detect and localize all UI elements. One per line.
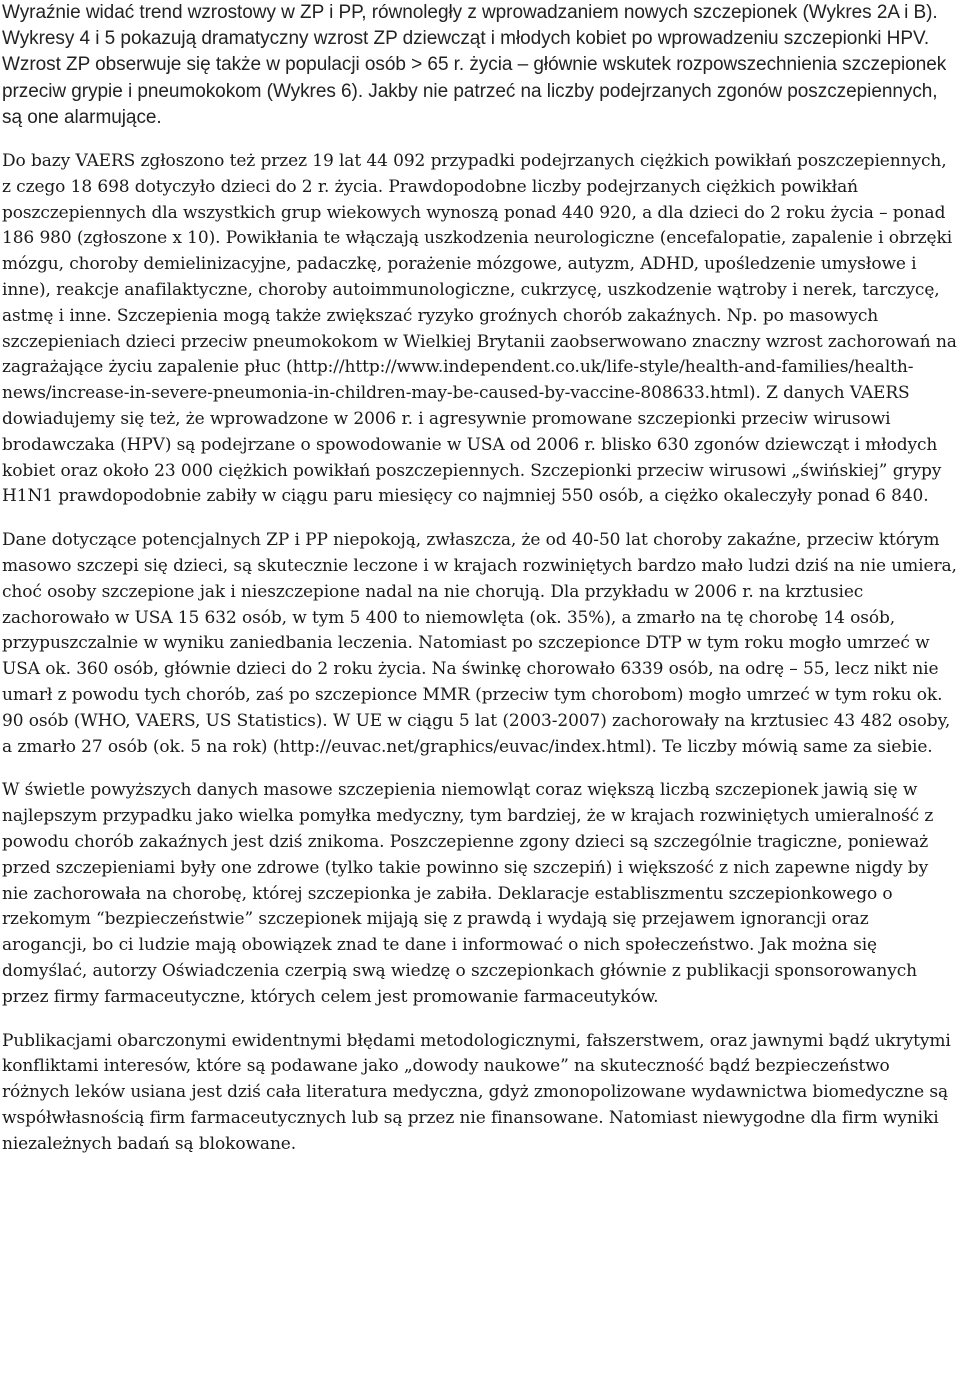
paragraph-medical-literature: Publikacjami obarczonymi ewidentnymi błędami metodologicznymi, fałszerstwem, oraz jawnymi bądź ukrytymi konfliktami interesów, które są podawane jako „dowody naukowe” na skuteczność bądź bezpieczeństwo różnych leków usiana jest dziś cała literatura medyczna, gdyż zmonopolizowane wydawnictwa biomedyczne są współwłasnością firm farmaceutycznych lub są przez nie finansowane. Natomiast niewygodne dla firm wyniki niezależnych badań są blokowane. — [2, 1030, 951, 1154]
paragraph-disease-statistics: Dane dotyczące potencjalnych ZP i PP niepokoją, zwłaszcza, że od 40-50 lat choroby zakaźne, przeciw którym masowo szczepi się dzieci, są skutecznie leczone i w krajach rozwiniętych bardzo mało ludzi dziś na nie umiera, choć osoby szczepione jak i nieszczepione nadal na nie chorują. Dla przykładu w 2006 r. na krztusiec zachorowało w USA 15 632 osób, w tym 5 400 to niemowlęta (ok. 35%), a zmarło na tę chorobę 14 osób, przypuszczalnie w wyniku zaniedbania leczenia. Natomiast po szczepionce DTP w tym roku mogło umrzeć w USA ok. 360 osób, głównie dzieci do 2 roku życia. Na świnkę chorowało 6339 osób, na odrę – 55, lecz nikt nie umarł z powodu tych chorób, zaś po szczepionce MMR (przeciw tym chorobom) mogło umrzeć w tym roku ok. 90 osób (WHO, VAERS, US Statistics). W UE w ciągu 5 lat (2003-2007) zachorowały na krztusiec 43 482 osoby, a zmarło 27 osób (ok. 5 na rok) (http://euvac.net/graphics/euvac/index.html). Te liczby mówią same za siebie. — [2, 530, 957, 757]
paragraph-vaers-reports: Do bazy VAERS zgłoszono też przez 19 lat 44 092 przypadki podejrzanych ciężkich powikłań poszczepiennych, z czego 18 698 dotyczyło dzieci do 2 r. życia. Prawdopodobne liczby podejrzanych ciężkich powikłań poszczepiennych dla wszystkich grup wiekowych wynoszą ponad 440 920, a dla dzieci do 2 roku życia – ponad 186 980 (zgłoszone x 10). Powikłania te włączają uszkodzenia neurologiczne (encefalopatie, zapalenie i obrzęki mózgu, choroby demielinizacyjne, padaczkę, porażenie mózgowe, autyzm, ADHD, upośledzenie umysłowe i inne), reakcje anafilaktyczne, choroby autoimmunologiczne, cukrzycę, uszkodzenie wątroby i nerek, tarczycę, astmę i inne. Szczepienia mogą także zwiększać ryzyko groźnych chorób zakaźnych. Np. po masowych szczepieniach dzieci przeciw pneumokokom w Wielkiej Brytanii zaobserwowano znaczny wzrost zachorowań na zagrażające życiu zapalenie płuc (http://http://www.independent.co.uk/life-style/health-and-families/health-news/increase-in-severe-pneumonia-in-children-may-be-caused-by-vaccine-808633.html). Z danych VAERS dowiadujemy się też, że wprowadzone w 2006 r. i agresywnie promowane szczepionki przeciw wirusowi brodawczaka (HPV) są podejrzane o spowodowanie w USA od 2006 r. blisko 630 zgonów dziewcząt i młodych kobiet oraz około 23 000 ciężkich powikłań poszczepiennych. Szczepionki przeciw wirusowi „świńskiej” grypy H1N1 prawdopodobnie zabiły w ciągu paru miesięcy co najmniej 550 osób, a ciężko okaleczyły ponad 6 840. — [2, 151, 957, 507]
paragraph-vaccine-trend: Wyraźnie widać trend wzrostowy w ZP i PP, równoległy z wprowadzaniem nowych szczepionek (Wykres 2A i B). Wykresy 4 i 5 pokazują dramatyczny wzrost ZP dziewcząt i młodych kobiet po wprowadzeniu szczepionki HPV. Wzrost ZP obserwuje się także w populacji osób > 65 r. życia – głównie wskutek rozpowszechnienia szczepionek przeciw grypie i pneumokokom (Wykres 6). Jakby nie patrzeć na liczby podejrzanych zgonów poszczepiennych, są one alarmujące. — [2, 2, 947, 128]
paragraph-mass-vaccination: W świetle powyższych danych masowe szczepienia niemowląt coraz większą liczbą szczepionek jawią się w najlepszym przypadku jako wielka pomyłka medyczny, tym bardziej, że w krajach rozwiniętych umieralność z powodu chorób zakaźnych jest dziś znikoma. Poszczepienne zgony dzieci są szczególnie tragiczne, ponieważ przed szczepieniami były one zdrowe (tylko takie powinno się szczepiń) i większość z nich zapewne nigdy by nie zachorowała na chorobę, której szczepionka je zabiła. Deklaracje establiszmentu szczepionkowego o rzekomym “bezpieczeństwie” szczepionek mijają się z prawdą i wydają się przejawem ignorancji oraz arogancji, bo ci ludzie mają obowiązek znad te dane i informować o nich społeczeństwo. Jak można się domyślać, autorzy Oświadczenia czerpią swą wiedzę o szczepionkach głównie z publikacji sponsorowanych przez firmy farmaceutyczne, których celem jest promowanie farmaceutyków. — [2, 780, 934, 1007]
